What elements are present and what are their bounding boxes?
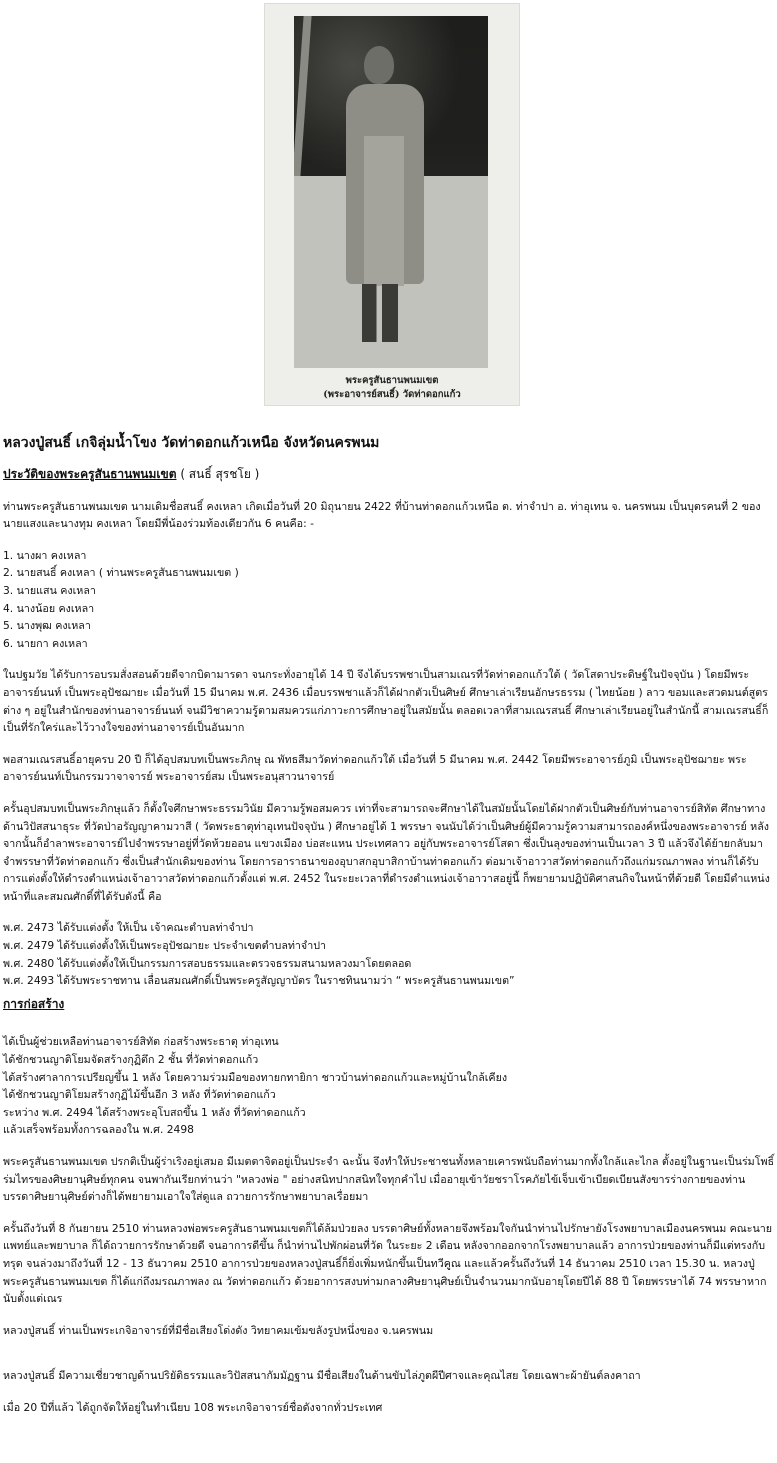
photo-caption-line2: (พระอาจารย์สนธิ์) วัดท่าดอกแก้ว (323, 389, 461, 400)
title-item: พ.ศ. 2479 ได้รับแต่งตั้งให้เป็นพระอุปัชฌายะ ประจำเขตตำบลท่าจำปา (3, 939, 326, 953)
photo-monk-robe (364, 136, 404, 286)
page-title: หลวงปู่สนธิ์ เกจิลุ่มน้ำโขง วัดท่าดอกแก้วเหนือ จังหวัดนครพนม (3, 435, 380, 451)
character-paragraph: พระครูสันธานพนมเขต ปรกติเป็นผู้ร่าเริงอยู่เสมอ มีเมตตาจิตอยู่เป็นประจำ ฉะนั้น จึงทำให้ประชาชนทั้งหลายเคารพนับถือท่านมากทั้งใกล้และไกล ตั้งอยู่ในฐานะเป็นร่มโพธิ์ร่มไทรของศิษยานุศิษย์ทุกคน จนพากันเรียกท่านว่า "หลวงพ่อ " อย่างสนิทปากสนิทใจทุกคำไป เมื่ออายุเข้าวัยชราโรคภัยไข้เจ็บเข้าเบียดเบียนสังขารร่างกายของท่าน บรรดาศิษยานุศิษย์ต่างก็ได้พยายามเอาใจใส่ดูแล ถวายการรักษาพยาบาลเรื่อยมา (3, 1155, 775, 1204)
intro-paragraph: ท่านพระครูสันธานพนมเขต นามเดิมชื่อสนธิ์ คงเหลา เกิดเมื่อวันที่ 20 มิถุนายน 2422 ที่บ้านท่าดอกแก้วเหนือ ต. ท่าจำปา อ. ท่าอุเทน จ. นครพนม เป็นบุตรคนที่ 2 ของนายแสงและนางทุม คงเหลา โดยมีพี่น้องร่วมท้องเดียวกัน 6 คนคือ: - (3, 499, 761, 531)
photo-caption (265, 374, 519, 402)
titles-list (3, 919, 775, 989)
construction-item: ได้ชักชวนญาติโยมจัดสร้างกุฏิตึก 2 ชั้น ที่วัดท่าดอกแก้ว (3, 1053, 259, 1067)
fame-paragraph: หลวงปู่สนธิ์ ท่านเป็นพระเกจิอาจารย์ที่มีชื่อเสียงโด่งดัง วิทยาคมเข้มขลังรูปหนึ่งของ จ.นครพนม (3, 1323, 434, 1337)
sibling-item: 6. นายกา คงเหลา (3, 636, 88, 650)
title-item: พ.ศ. 2473 ได้รับแต่งตั้ง ให้เป็น เจ้าคณะตำบลท่าจำปา (3, 921, 254, 935)
study-paragraph: ครั้นอุปสมบทเป็นพระภิกษุแล้ว ก็ตั้งใจศึกษาพระธรรมวินัย มีความรู้พอสมควร เท่าที่จะสามารถจะศึกษาได้ในสมัยนั้นโดยได้ฝากตัวเป็นศิษย์กับท่านอาจารย์สิทัต ศึกษาทางด้านวิปัสสนาธุระ ที่วัดป่าอรัญญาคามวาสี ( วัดพระธาตุท่าอุเทนปัจจุบัน ) ศึกษาอยู่ได้ 1 พรรษา จนนับได้ว่าเป็นศิษย์ผู้มีความรู้ความสามารถองค์หนึ่งของพระอาจารย์ หลังจากนั้นก็อำลาพระอาจารย์ไปจำพรรษาอยู่ที่วัดห้วยออน แขวงเมือง บ่อสะแหน ประเทศลาว อยู่กับพระอาจารย์โสดา ซึ่งเป็นลุงของท่านเป็นเวลา 3 ปี แล้วจึงได้ย้ายกลับมาจำพรรษาที่วัดท่าดอกแก้ว ซึ่งเป็นสำนักเดิมของท่าน โดยการอาราธนาของอุบาสกอุบาสิกาบ้านท่าดอกแก้ว ต่อมาเจ้าอาวาสวัดท่าดอกแก้วถึงแก่มรณภาพลง ท่านก็ได้รับการแต่งตั้งให้ดำรงตำแหน่งเจ้าอาวาสวัดท่าดอกแก้วตั้งแต่ พ.ศ. 2452 ในระยะเวลาที่ดำรงตำแหน่งเจ้าอาวาสอยู่นี้ ก็พยายามปฏิบัติศาสนกิจในหน้าที่ด้วยดี โดยมีตำแหน่งหน้าที่และสมณศักดิ์ที่ได้รับดังนี้ คือ (3, 801, 770, 903)
construction-item: ระหว่าง พ.ศ. 2494 ได้สร้างพระอุโบสถขึ้น 1 หลัง ที่วัดท่าดอกแก้ว (3, 1105, 306, 1119)
title-item: พ.ศ. 2493 ได้รับพระราชทาน เลื่อนสมณศักดิ์เป็นพระครูสัญญาบัตร ในราชทินนามว่า “ พระครูสันธานพนมเขต” (3, 974, 515, 988)
photo-caption-line1: พระครูสันธานพนมเขต (345, 375, 439, 386)
siblings-list (3, 547, 775, 653)
sibling-item: 2. นายสนธิ์ คงเหลา ( ท่านพระครูสันธานพนมเขต ) (3, 566, 239, 580)
sibling-item: 1. นางผา คงเหลา (3, 548, 87, 562)
construction-item: ได้สร้างศาลาการเปรียญขึ้น 1 หลัง โดยความร่วมมือของทายกทายิกา ชาวบ้านท่าดอกแก้วและหมู่บ้านใกล้เคียง (3, 1070, 508, 1084)
ordination-paragraph: พอสามเณรสนธิ์อายุครบ 20 ปี ก็ได้อุปสมบทเป็นพระภิกษุ ณ พัทธสีมาวัดท่าดอกแก้วใต้ เมื่อวันที่ 5 มีนาคม พ.ศ. 2442 โดยมีพระอาจารย์ภูมิ เป็นพระอุปัชฌายะ พระอาจารย์นนท์เป็นกรรมวาจาจารย์ พระอาจารย์สม เป็นพระอนุสาวนาจารย์ (3, 752, 747, 784)
portrait-image (294, 16, 488, 368)
history-heading: ประวัติของพระครูสันธานพนมเขต (3, 467, 177, 481)
construction-list (3, 1033, 775, 1139)
youth-paragraph: ในปฐมวัย ได้รับการอบรมสั่งสอนด้วยดีจากบิดามารดา จนกระทั่งอายุได้ 14 ปี จึงได้บรรพชาเป็นสามเณรที่วัดท่าดอกแก้วใต้ ( วัดโสดาประดิษฐ์ในปัจจุบัน ) โดยมีพระอาจารย์นนท์ เป็นพระอุปัชฌายะ เมื่อวันที่ 15 มีนาคม พ.ศ. 2436 เมื่อบรรพชาแล้วก็ได้ฝากตัวเป็นศิษย์ ศึกษาเล่าเรียนอักษรธรรม ( ไทยน้อย ) ลาว ขอมและสวดมนต์สูตรต่าง ๆ อยู่ในสำนักของท่านอาจารย์นนท์ จนมีวิชาความรู้ตามสมควรแก่ภาวะการศึกษาอยู่ในสมัยนั้น ตลอดเวลาที่สามเณรสนธิ์ ศึกษาเล่าเรียนอยู่ในสำนักนี้ สามเณรสนธิ์ก็เป็นที่รักใคร่และไว้วางใจของท่านอาจารย์เป็นอันมาก (3, 668, 769, 735)
history-heading-row (3, 466, 775, 484)
sibling-item: 3. นายแสน คงเหลา (3, 583, 96, 597)
construction-item: ได้เป็นผู้ช่วยเหลือท่านอาจารย์สิทัต ก่อสร้างพระธาตุ ท่าอุเทน (3, 1035, 279, 1049)
title-item: พ.ศ. 2480 ได้รับแต่งตั้งให้เป็นกรรมการสอบธรรมและตรวจธรรมสนามหลวงมาโดยตลอด (3, 956, 412, 970)
expertise-paragraph: หลวงปู่สนธิ์ มีความเชี่ยวชาญด้านปริยัติธรรมและวิปัสสนากัมมัฏฐาน มีชื่อเสียงในด้านขับไล่ภูตผีปีศาจและคุณไสย โดยเฉพาะผ้ายันต์ลงคาถา (3, 1369, 641, 1383)
construction-heading: การก่อสร้าง (3, 996, 65, 1011)
sibling-item: 5. นางพุฒ คงเหลา (3, 619, 91, 633)
ranking-paragraph: เมื่อ 20 ปีที่แล้ว ได้ถูกจัดให้อยู่ในทำเนียบ 108 พระเกจิอาจารย์ชื่อดังจากทั่วประเทศ (3, 1400, 383, 1414)
photo-monk-legs (362, 284, 398, 342)
sibling-item: 4. นางน้อย คงเหลา (3, 601, 95, 615)
death-paragraph: ครั้นถึงวันที่ 8 กันยายน 2510 ท่านหลวงพ่อพระครูสันธานพนมเขตก็ได้ล้มป่วยลง บรรดาศิษย์ทั้งหลายจึงพร้อมใจกันนำท่านไปรักษายังโรงพยาบาลเมืองนครพนม คณะนายแพทย์และพยาบาล ก็ได้ถวายการรักษาด้วยดี จนอาการดีขึ้น ก็นำท่านไปพักผ่อนที่วัด ในระยะ 2 เดือน หลังจากออกจากโรงพยาบาลแล้ว อาการป่วยของท่านก็มีแต่ทรงกับทรุด จนล่วงมาถึงวันที่ 12 - 13 ธันวาคม 2510 อาการป่วยของหลวงปู่สนธิ์ก็ยิ่งเพิ่มหนักขึ้นเป็นทวีคูณ และแล้วครั้นถึงวันที่ 14 ธันวาคม 2510 เวลา 15.30 น. หลวงปู่พระครูสันธานพนมเขต ก็ได้แก่ถึงมรณภาพลง ณ วัดท่าดอกแก้ว ด้วยอาการสงบท่ามกลางศิษยานุศิษย์เป็นจำนวนมากนับอายุโดยปีได้ 88 ปี โดยพรรษาได้ 74 พรรษาหากนับตั้งแต่เณร (3, 1221, 773, 1306)
article-content (3, 434, 775, 1431)
history-heading-suffix: ( สนธิ์ สุรชโย ) (176, 467, 260, 481)
photo-monk-head (364, 46, 394, 84)
construction-item: ได้ชักชวนญาติโยมสร้างกุฏิไม้ขึ้นอีก 3 หลัง ที่วัดท่าดอกแก้ว (3, 1088, 276, 1102)
monk-portrait-photo (264, 3, 520, 406)
construction-item: แล้วเสร็จพร้อมทั้งการฉลองใน พ.ศ. 2498 (3, 1123, 194, 1137)
